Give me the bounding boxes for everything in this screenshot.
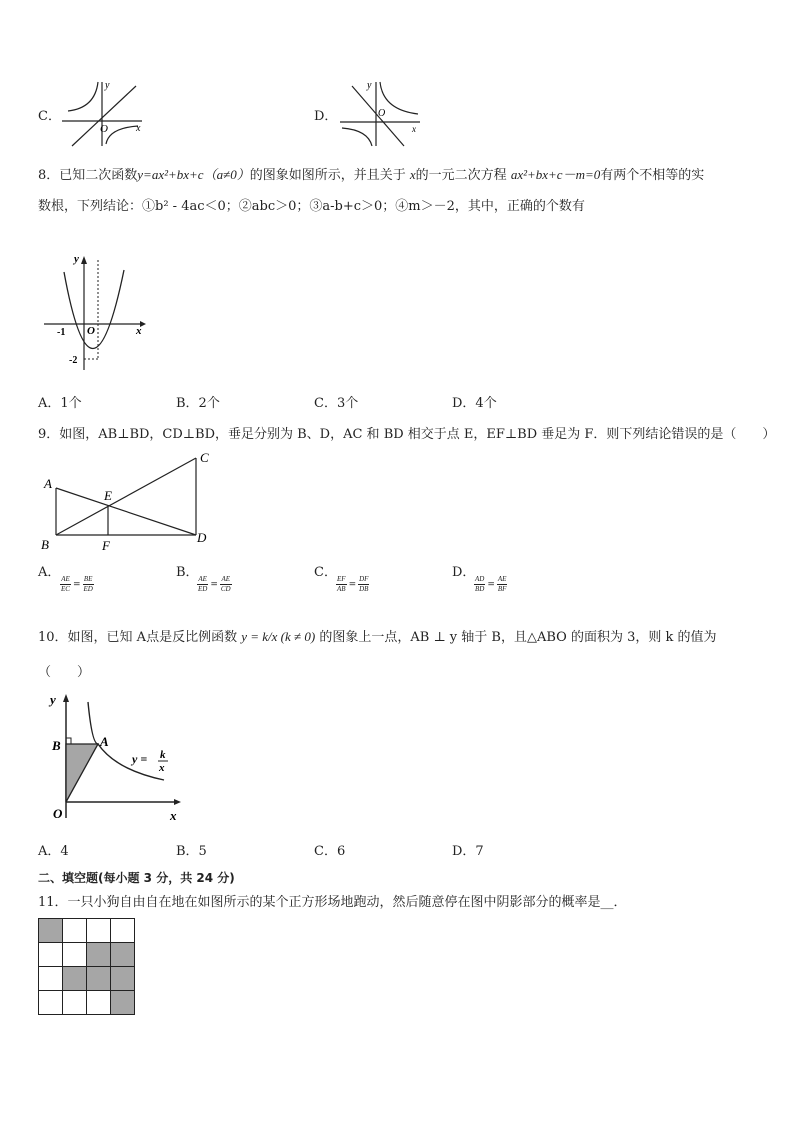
q10-option-a: A．4 <box>38 844 69 859</box>
q10-function: y = k/x (k ≠ 0) <box>241 629 316 644</box>
q8-x-label: x <box>136 325 142 337</box>
grid-cell-shaded <box>87 943 111 967</box>
grid-cell <box>63 919 87 943</box>
q8-line2: 数根，下列结论：①b² - 4ac＜0；②abc＞0；③a-b+c＞0；④m＞－2，其中，正确的个数有 <box>38 199 585 214</box>
q10-curve-label: y = <box>132 752 148 766</box>
q9-point-d: D <box>197 530 207 545</box>
grid-cell <box>39 991 63 1015</box>
q8-neg2-label: -2 <box>69 355 78 366</box>
q8-parabola-graph <box>40 250 150 375</box>
q9-point-a: A <box>44 476 52 491</box>
q9-question-text: 9．如图，AB⊥BD，CD⊥BD，垂足分别为 B、D，AC 和 BD 相交于点 E，EF⊥BD 垂足为 F．则下列结论错误的是（ ） <box>38 427 776 442</box>
grid-cell <box>63 943 87 967</box>
q10-x-label: x <box>170 808 177 823</box>
grid-cell-shaded <box>39 919 63 943</box>
q7-option-c-label: C． <box>38 109 61 124</box>
q10-y-label: y <box>50 692 56 707</box>
grid-cell <box>111 919 135 943</box>
q9-option-a: A． <box>38 565 61 580</box>
q9-point-e: E <box>104 488 112 503</box>
q7c-y-label: y <box>105 80 110 91</box>
q7-option-c-graph <box>60 78 144 148</box>
q9-point-b: B <box>41 537 49 552</box>
grid-row <box>39 943 135 967</box>
q10-option-c: C．6 <box>314 844 346 859</box>
q8-y-label: y <box>74 253 79 265</box>
q7d-x-label: x <box>412 124 416 134</box>
q10-option-d: D．7 <box>452 844 484 859</box>
grid-cell-shaded <box>87 967 111 991</box>
grid-cell <box>87 991 111 1015</box>
q9-option-a-formula: $\frac{AE}{EC}$ = $\frac{BE}{ED}$ <box>61 575 93 593</box>
q10-point-a: A <box>100 734 109 749</box>
q8-neg1-label: -1 <box>57 327 66 338</box>
q9-point-c: C <box>200 450 209 465</box>
grid-cell-shaded <box>111 943 135 967</box>
grid-row <box>39 991 135 1015</box>
q7d-origin-label: O <box>378 108 386 119</box>
q10-point-b: B <box>52 738 61 753</box>
q10-curve-x: x <box>159 762 165 774</box>
q11-square-grid <box>38 918 135 1015</box>
q10-line1: 10．如图，已知 A点是反比例函数 y = k/x (k ≠ 0) 的图象上一点，AB ⊥ y 轴于 B，且△ABO 的面积为 3，则 k 的值为 <box>38 629 717 645</box>
q9-option-b-formula: $\frac{AE}{ED}$ = $\frac{AE}{CD}$ <box>198 575 231 593</box>
q9-option-c-formula: $\frac{EF}{AB}$ = $\frac{DF}{DB}$ <box>337 575 369 593</box>
grid-row <box>39 967 135 991</box>
q9-option-c: C． <box>314 565 337 580</box>
grid-cell <box>39 967 63 991</box>
q7d-y-label: y <box>367 80 372 91</box>
q11-question-text: 11．一只小狗自由自在地在如图所示的某个正方形场地跑动，然后随意停在图中阴影部分的概率是__． <box>38 895 627 910</box>
q8-option-a: A．1个 <box>38 396 82 411</box>
q10-curve-k: k <box>160 749 166 761</box>
q8-option-d: D．4个 <box>452 396 497 411</box>
grid-cell <box>63 991 87 1015</box>
q10-origin-label: O <box>53 806 63 821</box>
grid-cell-shaded <box>111 991 135 1015</box>
grid-cell <box>87 919 111 943</box>
q9-option-b: B． <box>176 565 199 580</box>
grid-cell <box>39 943 63 967</box>
q7-option-d-graph <box>338 78 422 148</box>
q8-line1: 8．已知二次函数y=ax²+bx+c（a≠0）的图象如图所示，并且关于 x的一元二次方程 ax²+bx+c－m=0有两个不相等的实 <box>38 167 705 183</box>
grid-row <box>39 919 135 943</box>
q8-origin-label: O <box>87 325 95 337</box>
q8-option-b: B．2个 <box>176 396 220 411</box>
grid-cell-shaded <box>111 967 135 991</box>
section-2-heading: 二、填空题(每小题 3 分，共 24 分) <box>38 871 235 885</box>
q9-option-d: D． <box>452 565 476 580</box>
q7-option-d-label: D． <box>314 109 338 124</box>
q7c-x-label: x <box>136 123 141 134</box>
q7c-origin-label: O <box>100 123 108 135</box>
q8-option-c: C．3个 <box>314 396 359 411</box>
grid-cell-shaded <box>63 967 87 991</box>
q10-inverse-function-graph <box>36 688 186 828</box>
q10-option-b: B．5 <box>176 844 207 859</box>
q9-point-f: F <box>102 538 110 552</box>
q10-line2: （ ） <box>38 665 91 680</box>
q9-geometry-figure <box>36 448 218 552</box>
q9-option-d-formula: $\frac{AD}{BD}$ = $\frac{AE}{BF}$ <box>475 575 507 593</box>
